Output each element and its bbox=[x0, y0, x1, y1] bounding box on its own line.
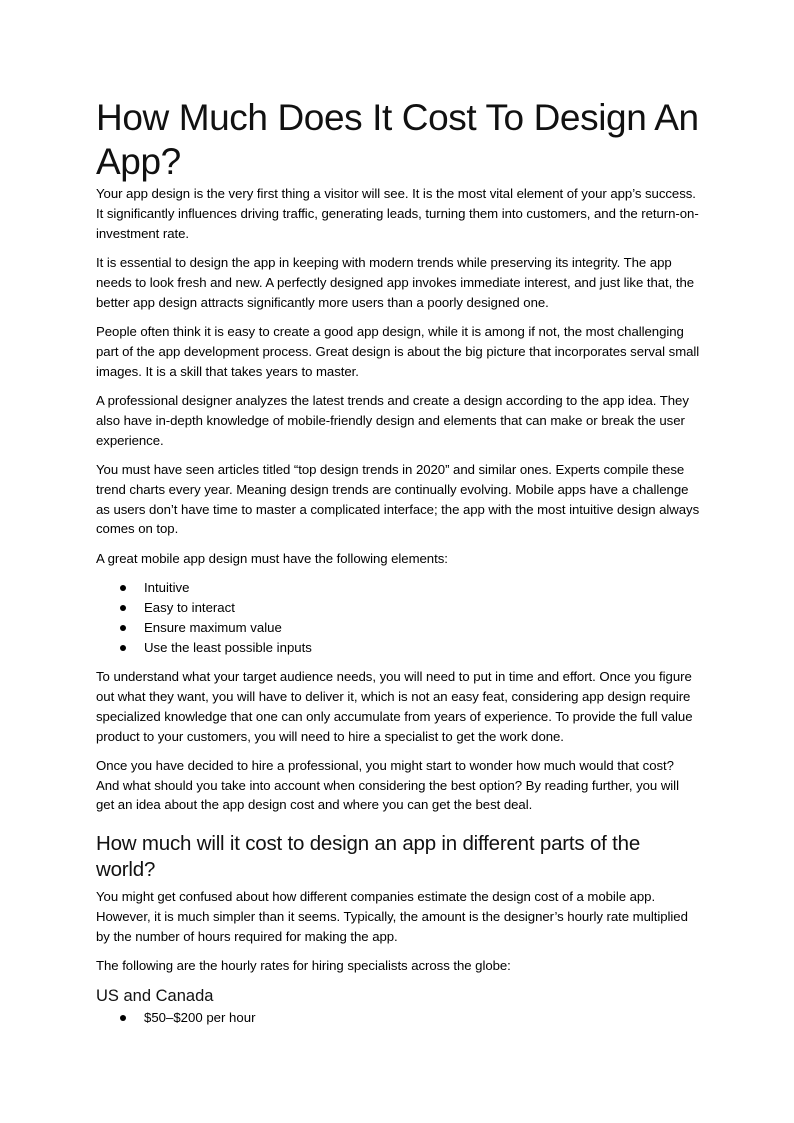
after-list-paragraph-2: Once you have decided to hire a professional, you might start to wonder how much would that cost? And what should you take into account when considering the best option? By reading further, you will get an idea about the app design cost and where you can get the best deal. bbox=[96, 757, 679, 813]
bullet-icon bbox=[120, 585, 126, 591]
intro-paragraph-4: A professional designer analyzes the latest trends and create a design according to the app idea. They also have in-depth knowledge of mobile-friendly design and elements that can make or break the user experience. bbox=[96, 392, 689, 448]
bullet-icon bbox=[120, 625, 126, 631]
section-paragraph-1: You might get confused about how different companies estimate the design cost of a mobile app. However, it is much simpler than it seems. Typically, the amount is the designer’s hourly rate multiplied by the number of hours required for making the app. bbox=[96, 889, 688, 944]
page-title: How Much Does It Cost To Design An App? bbox=[96, 97, 699, 182]
list-item bbox=[96, 598, 700, 618]
region-rates-list bbox=[96, 1008, 700, 1028]
section-paragraph-2: The following are the hourly rates for hiring specialists across the globe: bbox=[96, 958, 511, 974]
list-item bbox=[96, 578, 700, 598]
intro-paragraph-1: Your app design is the very first thing a visitor will see. It is the most vital element of your app’s success. It significantly influences driving traffic, generating leads, turning them into customers, and the return-on-investment rate. bbox=[96, 186, 699, 241]
intro-paragraph-2: It is essential to design the app in keeping with modern trends while preserving its integrity. The app needs to look fresh and new. A perfectly designed app invokes immediate interest, and just like that, the better app design attracts significantly more users than a poorly designed one. bbox=[96, 254, 695, 310]
after-list-paragraph-1: To understand what your target audience needs, you will need to put in time and effort. Once you figure out what they want, you will have to deliver it, which is not an easy feat, considering app design require specialized knowledge that one can only accumulate from years of experience. To provide the full value product to your customers, you will need to hire a specialist to get the work done. bbox=[96, 669, 693, 744]
list-item-text: Easy to interact bbox=[144, 600, 235, 616]
list-item bbox=[96, 618, 700, 638]
intro-paragraph-6: A great mobile app design must have the following elements: bbox=[96, 550, 448, 566]
section-heading: How much will it cost to design an app in different parts of the world? bbox=[96, 832, 641, 882]
intro-paragraph-5: You must have seen articles titled “top design trends in 2020” and similar ones. Experts compile these trend charts every year. Meaning design trends are continually evolving. Mobile apps have a challenge as users don’t have time to master a complicated interface; the app with the most intuitive design always comes on top. bbox=[96, 461, 700, 537]
list-item-text: Use the least possible inputs bbox=[144, 640, 312, 656]
bullet-icon bbox=[120, 645, 126, 651]
list-item-text: Ensure maximum value bbox=[144, 620, 282, 636]
list-item-text: $50–$200 per hour bbox=[144, 1009, 256, 1025]
list-item-text: Intuitive bbox=[144, 580, 190, 596]
list-item bbox=[96, 1008, 700, 1028]
elements-list bbox=[96, 578, 700, 658]
bullet-icon bbox=[120, 605, 126, 611]
intro-paragraph-3: People often think it is easy to create a good app design, while it is among if not, the most challenging part of the app development process. Great design is about the big picture that incorporates serval small images. It is a skill that takes years to master. bbox=[96, 323, 700, 379]
document-page bbox=[96, 96, 700, 1037]
list-item bbox=[96, 638, 700, 658]
bullet-icon bbox=[120, 1015, 126, 1021]
region-heading: US and Canada bbox=[96, 986, 214, 1005]
